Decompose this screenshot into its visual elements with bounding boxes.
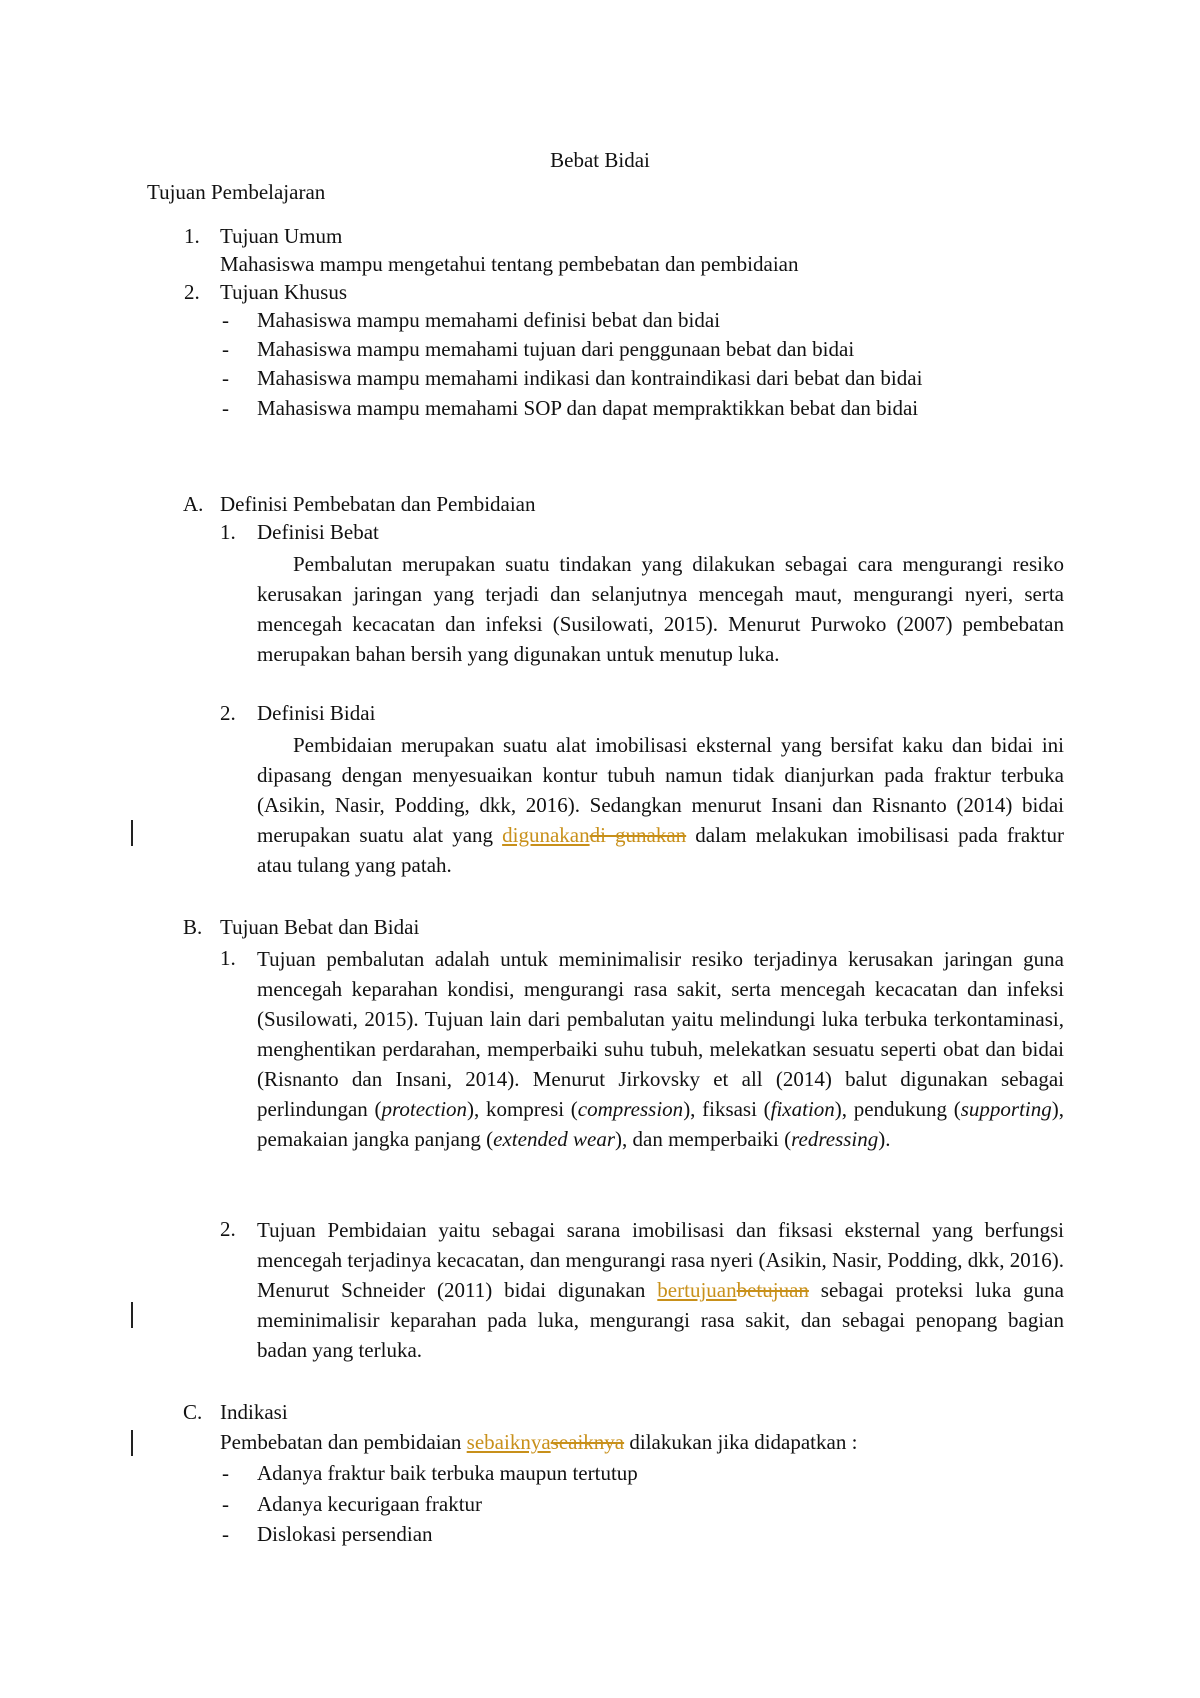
section-letter: C. <box>183 1400 203 1424</box>
dash-bullet: - <box>222 337 229 361</box>
tujuan-khusus-title: Tujuan Khusus <box>220 280 348 304</box>
dash-bullet: - <box>222 1522 229 1546</box>
dash-bullet: - <box>222 1492 229 1516</box>
definisi-bidai-paragraph: Pembidaian merupakan suatu alat imobilisasi eksternal yang bersifat kaku dan bidai ini dipasang dengan menyesuaikan kontur tubuh namun tidak dianjurkan pada fraktur terbuka (Asikin, Nasir, Podding, dkk, 2016). Sedangkan menurut Insani dan Risnanto (2014) bidai merupakan suatu alat yang digunakandi gunakan dalam melakukan imobilisasi pada fraktur atau tulang yang patah. <box>257 733 1065 877</box>
section-c-heading: Indikasi <box>220 1400 288 1424</box>
tracked-insertion: digunakan <box>502 823 590 847</box>
change-bar <box>131 1302 133 1328</box>
dash-bullet: - <box>222 308 229 332</box>
list-item: Mahasiswa mampu memahami tujuan dari penggunaan bebat dan bidai <box>257 337 855 361</box>
section-b-heading: Tujuan Bebat dan Bidai <box>220 915 420 939</box>
tracked-insertion: bertujuan <box>657 1278 737 1302</box>
indikasi-intro: Pembebatan dan pembidaian sebaiknyaseaiknya dilakukan jika didapatkan : <box>220 1430 858 1454</box>
list-item: Mahasiswa mampu memahami SOP dan dapat mempraktikkan bebat dan bidai <box>257 396 919 420</box>
change-bar <box>131 1430 133 1456</box>
tracked-deletion: betujuan <box>736 1278 809 1302</box>
list-number: 1. <box>220 946 236 970</box>
dash-bullet: - <box>222 1461 229 1485</box>
section-a-heading: Definisi Pembebatan dan Pembidaian <box>220 492 536 516</box>
list-item: Mahasiswa mampu memahami definisi bebat dan bidai <box>257 308 721 332</box>
section-letter: B. <box>183 915 203 939</box>
definisi-bebat-paragraph: Pembalutan merupakan suatu tindakan yang dilakukan sebagai cara mengurangi resiko kerusakan jaringan yang terjadi dan selanjutnya mencegah maut, mengurangi nyeri, serta mencegah kecacatan dan infeksi (Susilowati, 2015). Menurut Purwoko (2007) pembebatan merupakan bahan bersih yang digunakan untuk menutup luka. <box>257 552 1064 666</box>
list-item: Adanya kecurigaan fraktur <box>257 1492 483 1516</box>
tracked-insertion: sebaiknya <box>466 1430 551 1454</box>
tujuan-umum-title: Tujuan Umum <box>220 224 343 248</box>
tujuan-pembidaian-paragraph: Tujuan Pembidaian yaitu sebagai sarana imobilisasi dan fiksasi eksternal yang berfungsi mencegah terjadinya kecacatan, dan mengurangi rasa nyeri (Asikin, Nasir, Podding, dkk, 2016). Menurut Schneider (2011) bidai digunakan bertujuanbetujuan sebagai proteksi luka guna meminimalisir keparahan pada luka, mengurangi rasa sakit, dan sebagai penopang bagian badan yang terluka. <box>257 1218 1064 1362</box>
tracked-deletion: di gunakan <box>589 823 687 847</box>
tujuan-pembalutan-paragraph: Tujuan pembalutan adalah untuk meminimalisir resiko terjadinya kerusakan jaringan guna mencegah keparahan kondisi, mengurangi rasa sakit, serta mencegah kecacatan dan infeksi (Susilowati, 2015). Tujuan lain dari pembalutan yaitu melindungi luka terbuka terkontaminasi, menghentikan perdarahan, memperbaiki suhu tubuh, melekatkan sesuatu seperti obat dan bidai (Risnanto dan Insani, 2014). Menurut Jirkovsky et all (2014) balut digunakan sebagai perlindungan (protection), kompresi (compression), fiksasi (fixation), pendukung (supporting), pemakaian jangka panjang (extended wear), dan memperbaiki (redressing). <box>257 947 1064 1151</box>
list-item: Adanya fraktur baik terbuka maupun tertutup <box>257 1461 638 1485</box>
document-title: Bebat Bidai <box>550 148 650 172</box>
definisi-bidai-title: Definisi Bidai <box>257 701 376 725</box>
dash-bullet: - <box>222 366 229 390</box>
tujuan-umum-text: Mahasiswa mampu mengetahui tentang pembebatan dan pembidaian <box>220 252 799 276</box>
list-number: 1. <box>220 520 236 544</box>
dash-bullet: - <box>222 396 229 420</box>
definisi-bebat-title: Definisi Bebat <box>257 520 379 544</box>
section-letter: A. <box>183 492 204 516</box>
list-number: 2. <box>220 701 236 725</box>
list-item: Dislokasi persendian <box>257 1522 433 1546</box>
tujuan-heading: Tujuan Pembelajaran <box>147 180 326 204</box>
list-number: 1. <box>184 224 200 248</box>
list-number: 2. <box>220 1217 236 1241</box>
list-number: 2. <box>184 280 200 304</box>
list-item: Mahasiswa mampu memahami indikasi dan kontraindikasi dari bebat dan bidai <box>257 366 923 390</box>
tracked-deletion: seaiknya <box>550 1430 625 1454</box>
change-bar <box>131 820 133 846</box>
